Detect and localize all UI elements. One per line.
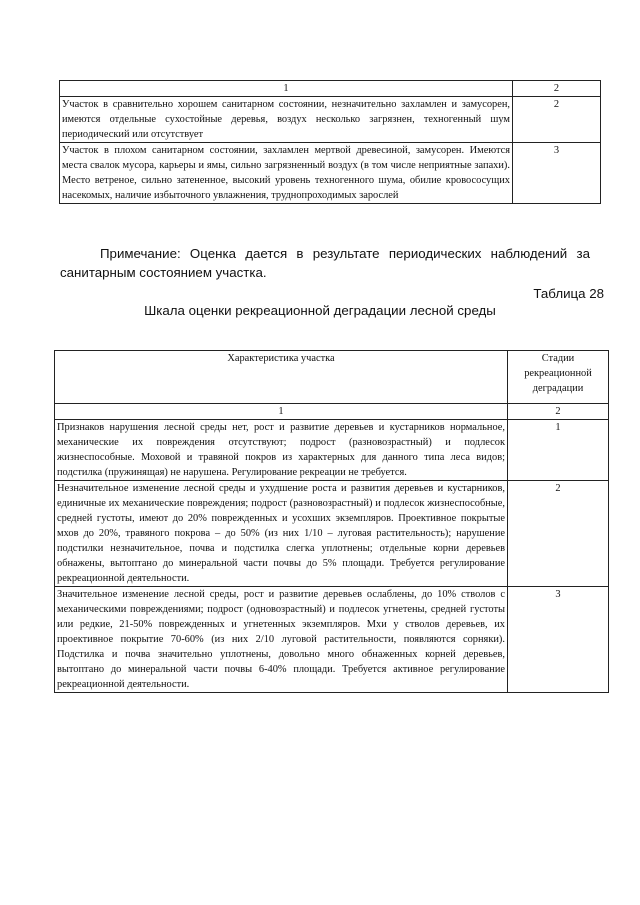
- row-value: 2: [513, 97, 601, 143]
- header-cell-2: 2: [513, 81, 601, 97]
- table-header-row: [55, 351, 609, 404]
- table-header-row: [60, 81, 601, 97]
- number-cell-2: 2: [508, 404, 609, 420]
- row-description: Участок в плохом санитарном состоянии, захламлен мертвой древесиной, замусорен. Имеются места свалок мусора, карьеры и ямы, сильно загрязненный воздух (в том числе неприятные запахи). Место ветреное, сильно затененное, высокий уровень техногенного шума, обилие кровососущих насекомых, наличие избыточного увлажнения, труднопроходимых зарослей: [60, 143, 513, 204]
- row-value: 3: [513, 143, 601, 204]
- header-cell-1: 1: [60, 81, 513, 97]
- row-description: Значительное изменение лесной среды, рост и развитие деревьев ослаблены, до 10% стволов с механическими повреждениями; подрост (одновозрастный) и подлесок угнетены, средней густоты или редкие, 21-50% поврежденных и угнетенных экземпляров. Мхи у стволов деревьев, их проективное покрытие 70-60% (из них 2/10 луговой растительности, появляются сорняки). Подстилка и почва значительно уплотнены, довольно много обнаженных корней деревьев, вытоптано до минеральной части почвы 6-40% площади. Требуется активное регулирование рекреационной деятельности.: [55, 587, 508, 693]
- note-paragraph: Примечание: Оценка дается в результате периодических наблюдений за санитарным состоянием участка.: [60, 246, 590, 281]
- row-description: Участок в сравнительно хорошем санитарном состоянии, незначительно захламлен и замусорен, имеются отдельные сухостойные деревья, воздух несколько загрязнен, техногенный шум периодический или отсутствует: [60, 97, 513, 143]
- table-number-row: [55, 404, 609, 420]
- table-label: Таблица 28: [533, 286, 604, 301]
- table-row: [60, 143, 601, 204]
- row-description: Незначительное изменение лесной среды и ухудшение роста и развития деревьев и кустарников, единичные их механические повреждения; подрост (разновозрастный) и подлесок жизнеспособные, средней густоты, имеют до 20% поврежденных и усохших экземпляров. Проективное покрытые мхов до 20%, травяного покрова – до 50% (из них 1/10 – луговая растительность); нарушение подстилки незначительное, почва и подстилка слегка уплотнены; отдельные корни деревьев обнажены, вытоптано до минеральной части почвы до 5% площади. Требуется регулирование рекреационной деятельности.: [55, 481, 508, 587]
- number-cell-1: 1: [55, 404, 508, 420]
- table-row: [55, 420, 609, 481]
- table-title: Шкала оценки рекреационной деградации лесной среды: [144, 303, 496, 318]
- sanitary-table: [59, 80, 601, 204]
- row-stage: 1: [508, 420, 609, 481]
- row-description: Признаков нарушения лесной среды нет, рост и развитие деревьев и кустарников нормальное, механические их повреждения отсутствуют; подрост (разновозрастный) и подлесок жизнеспособные. Моховой и травяной покров из характерных для данного типа леса видов; подстилка (пружинящая) не нарушена. Регулирование рекреации не требуется.: [55, 420, 508, 481]
- table-row: [60, 97, 601, 143]
- table-row: [55, 587, 609, 693]
- column-header-stage: Стадии рекреационной деградации: [508, 351, 609, 404]
- column-header-characteristic: Характеристика участка: [55, 351, 508, 404]
- degradation-table: [54, 350, 609, 693]
- row-stage: 2: [508, 481, 609, 587]
- table-row: [55, 481, 609, 587]
- row-stage: 3: [508, 587, 609, 693]
